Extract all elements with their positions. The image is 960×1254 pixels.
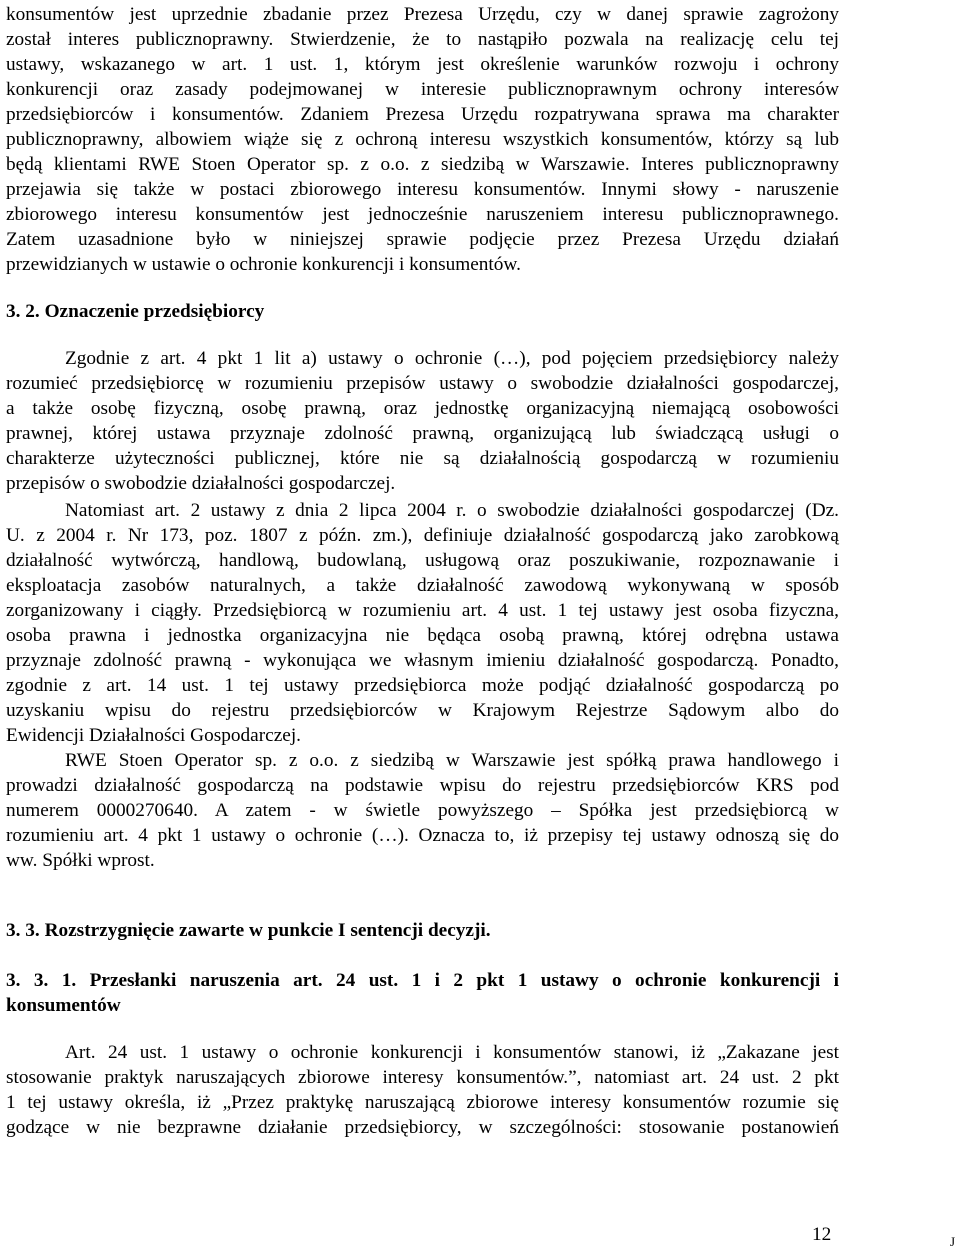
paragraph-line: ww. Spółki wprost.	[6, 850, 155, 871]
paragraph-line: rozumieniu art. 4 pkt 1 ustawy o ochronie (…). Oznacza to, iż przepisy tej ustawy odnoszą się do	[6, 825, 839, 846]
paragraph-line: 1 tej ustawy określa, iż „Przez praktykę naruszającą zbiorowe interesy konsumentów rozumie się	[6, 1092, 839, 1113]
paragraph-line: godzące w nie bezprawne działanie przedsiębiorcy, w szczególności: stosowanie postanowień	[6, 1117, 839, 1138]
corner-mark: J	[950, 1234, 956, 1249]
paragraph-line: Art. 24 ust. 1 ustawy o ochronie konkurencji i konsumentów stanowi, iż „Zakazane jest	[65, 1042, 839, 1063]
paragraph-line: ustawy, wskazanego w art. 1 ust. 1, którym jest określenie warunków rozwoju i ochrony	[6, 54, 839, 75]
paragraph-line: RWE Stoen Operator sp. z o.o. z siedzibą w Warszawie jest spółką prawa handlowego i	[65, 750, 839, 771]
paragraph-line: konsumentów jest uprzednie zbadanie przez Prezesa Urzędu, czy w danej sprawie zagrożony	[6, 4, 839, 25]
paragraph-line: Zatem uzasadnione było w niniejszej sprawie podjęcie przez Prezesa Urzędu działań	[6, 229, 839, 250]
paragraph-line: będą klientami RWE Stoen Operator sp. z o.o. z siedzibą w Warszawie. Interes publicznoprawny	[6, 154, 839, 175]
paragraph-line: został interes publicznoprawny. Stwierdzenie, że to nastąpiło pozwala na realizację celu tej	[6, 29, 839, 50]
paragraph-line: zbiorowego interesu konsumentów jest jednocześnie naruszeniem interesu publicznoprawnego.	[6, 204, 839, 225]
paragraph-line: stosowanie praktyk naruszających zbiorowe interesy konsumentów.”, natomiast art. 24 ust. 2 pkt	[6, 1067, 839, 1088]
paragraph-line: prowadzi działalność gospodarczą na podstawie wpisu do rejestru przedsiębiorców KRS pod	[6, 775, 839, 796]
paragraph-line: przejawia się także w postaci zbiorowego interesu konsumentów. Innymi słowy - naruszenie	[6, 179, 839, 200]
paragraph-line: eksploatacja zasobów naturalnych, a także działalność zawodową wykonywaną w sposób	[6, 575, 839, 596]
paragraph-line: przyznaje zdolność prawną - wykonująca we własnym imieniu działalność gospodarczą. Ponadto,	[6, 650, 839, 671]
paragraph-line: zgodnie z art. 14 ust. 1 tej ustawy przedsiębiorca może podjąć działalność gospodarczą po	[6, 675, 839, 696]
paragraph-line: uzyskaniu wpisu do rejestru przedsiębiorców w Krajowym Rejestrze Sądowym albo do	[6, 700, 839, 721]
paragraph-line: U. z 2004 r. Nr 173, poz. 1807 z późn. zm.), definiuje działalność gospodarczą jako zarobkową	[6, 525, 839, 546]
page-number: 12	[812, 1224, 832, 1245]
paragraph-line: rozumieć przedsiębiorcę w rozumieniu przepisów ustawy o swobodzie działalności gospodarczej,	[6, 373, 839, 394]
paragraph-line: numerem 0000270640. A zatem - w świetle powyższego – Spółka jest przedsiębiorcą w	[6, 800, 839, 821]
paragraph-line: a także osobę fizyczną, osobę prawną, oraz jednostkę organizacyjną niemającą osobowości	[6, 398, 839, 419]
paragraph-line: Natomiast art. 2 ustawy z dnia 2 lipca 2004 r. o swobodzie działalności gospodarczej (Dz.	[65, 500, 839, 521]
paragraph-line: Ewidencji Działalności Gospodarczej.	[6, 725, 301, 746]
paragraph-line: osoba prawna i jednostka organizacyjna nie będąca osobą prawną, której odrębna ustawa	[6, 625, 839, 646]
section-heading: 3. 2. Oznaczenie przedsiębiorcy	[6, 301, 265, 322]
paragraph-line: przepisów o swobodzie działalności gospodarczej.	[6, 473, 396, 494]
paragraph-line: prawnej, której ustawa przyznaje zdolność prawną, organizującą lub świadczącą usługi o	[6, 423, 839, 444]
paragraph-line: przedsiębiorców i konsumentów. Zdaniem Prezesa Urzędu rozpatrywana sprawa ma charakter	[6, 104, 839, 125]
paragraph-line: charakterze użyteczności publicznej, które nie są działalnością gospodarczą w rozumieniu	[6, 448, 839, 469]
paragraph-line: Zgodnie z art. 4 pkt 1 lit a) ustawy o ochronie (…), pod pojęciem przedsiębiorcy należy	[65, 348, 839, 369]
paragraph-line: konkurencji oraz zasady podejmowanej w interesie publicznoprawnym ochrony interesów	[6, 79, 839, 100]
paragraph-line: przewidzianych w ustawie o ochronie konkurencji i konsumentów.	[6, 254, 521, 275]
paragraph-line: zorganizowany i ciągły. Przedsiębiorcą w rozumieniu art. 4 ust. 1 tej ustawy jest osoba fizyczna,	[6, 600, 839, 621]
paragraph-line: działalność wytwórczą, handlową, budowlaną, usługową oraz poszukiwanie, rozpoznawanie i	[6, 550, 839, 571]
subsection-heading: konsumentów	[6, 995, 121, 1016]
paragraph-line: publicznoprawny, albowiem wiąże się z ochroną interesu wszystkich konsumentów, którzy są lub	[6, 129, 839, 150]
section-heading: 3. 3. Rozstrzygnięcie zawarte w punkcie I sentencji decyzji.	[6, 920, 491, 941]
subsection-heading: 3. 3. 1. Przesłanki naruszenia art. 24 ust. 1 i 2 pkt 1 ustawy o ochronie konkurencji i	[6, 970, 839, 991]
